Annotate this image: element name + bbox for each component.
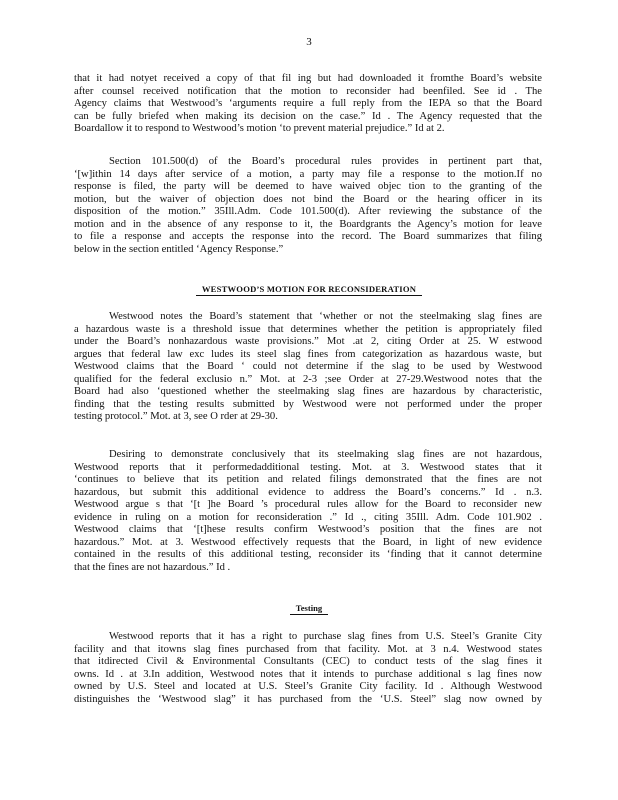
section-heading-testing — [0, 603, 618, 615]
section-heading-motion — [0, 284, 618, 296]
paragraph-line: can be fully briefed when making its decision on the case.” Id . The Agency requested that the — [74, 110, 542, 122]
paragraph-line: motion and in the absence of any response to it, the Boardgrants the Agency’s motion for leave — [74, 218, 542, 230]
paragraph-2 — [74, 156, 542, 256]
paragraph-line: qualified for the federal exclusio n.” Mot. at 2-3 ;see Order at 27-29.Westwood notes that the — [74, 373, 542, 385]
paragraph-line: Westwood reports that it has a right to purchase slag fines from U.S. Steel’s Granite City — [109, 631, 542, 642]
paragraph-line: Westwood claims that the Board ‘ could not determine if the slag to be used by Westwood — [74, 361, 542, 372]
paragraph-line: distinguishes the ‘Westwood slag” it has purchased from the ‘U.S. Steel” slag now owned by — [74, 693, 542, 705]
paragraph-line: a hazardous waste is a threshold issue that determines whether the petition is appropriately filed — [74, 323, 542, 335]
paragraph-line: argues that federal law exc ludes its steel slag fines from categorization as hazardous waste, but — [74, 348, 542, 360]
paragraph-line: testing protocol.” Mot. at 3, see O rder at 29-30. — [74, 411, 278, 422]
section-heading-text: Testing — [290, 603, 328, 615]
paragraph-line: response is filed, the party will be deemed to have waived objec tion to the granting of the — [74, 181, 542, 192]
paragraph-line: below in the section entitled ‘Agency Response.” — [74, 243, 284, 255]
section-heading-text: WESTWOOD’S MOTION FOR RECONSIDERATION — [196, 284, 422, 296]
paragraph-line: ‘continues to believe that its petition and related filings demonstrated that the fines are not — [74, 474, 542, 485]
paragraph-line: facility and that itowns slag fines purchased from that facility. Mot. at 3 n.4. Westwood states — [74, 643, 542, 655]
paragraph-line: motion, but the waiver of objection does not bind the Board or the hearing officer in its — [74, 193, 542, 205]
paragraph-line: Agency claims that Westwood’s ‘arguments require a full reply from the IEPA so that the Board — [74, 98, 542, 109]
paragraph-line: contained in the results of this additional testing, reconsider its ‘finding that it cannot determine — [74, 549, 542, 560]
paragraph-line: hazardous, but submit this additional evidence to address the Board’s concerns.” Id . n.3. — [74, 486, 542, 498]
paragraph-line: Board had also ‘questioned whether the steelmaking slag fines are hazardous by characteristic, — [74, 386, 542, 397]
paragraph-line: that it had notyet received a copy of that fil ing but had downloaded it fromthe Board’s website — [74, 73, 542, 84]
paragraph-line: owns. Id . at 3.In addition, Westwood notes that it intends to purchase additional s lag fines now — [74, 668, 542, 680]
page-number: 3 — [306, 36, 312, 48]
paragraph-line: ‘[w]ithin 14 days after service of a motion, a party may file a response to the motion.If no — [74, 168, 542, 180]
paragraph-line: to file a response and accepts the response into the record. The Board summarizes that filing — [74, 231, 542, 242]
paragraph-5 — [74, 631, 542, 706]
paragraph-line: disposition of the motion.” 35Ill.Adm. Code 101.500(d). After reviewing the substance of the — [74, 206, 542, 217]
paragraph-1 — [74, 73, 542, 136]
paragraph-line: that the fines are not hazardous.” Id . — [74, 561, 231, 573]
paragraph-line: Section 101.500(d) of the Board’s procedural rules provides in pertinent part that, — [109, 156, 542, 167]
paragraph-3 — [74, 311, 542, 424]
paragraph-line: Westwood reports that it performedadditional testing. Mot. at 3. Westwood states that it — [74, 461, 542, 473]
paragraph-line: Boardallow it to respond to Westwood’s motion ‘to prevent material prejudice.” Id at 2. — [74, 123, 445, 134]
paragraph-line: under the Board’s nonhazardous waste provisions.” Mot .at 2, citing Order at 25. W estwood — [74, 336, 542, 347]
paragraph-line: that itdirected Civil & Environmental Consultants (CEC) to conduct tests of the slag fines it — [74, 656, 542, 667]
paragraph-4 — [74, 449, 542, 574]
paragraph-line: hazardous.” Mot. at 3. Westwood effectively requests that the Board, in light of new evidence — [74, 536, 542, 548]
paragraph-line: owned by U.S. Steel and located at U.S. Steel’s Granite City facility. Id . Although Westwood — [74, 681, 542, 692]
paragraph-line: Westwood notes the Board’s statement that ‘whether or not the steelmaking slag fines are — [109, 311, 542, 322]
paragraph-line: evidence in ruling on a motion for reconsideration .” Id ., citing 35Ill. Adm. Code 101.902 . — [74, 511, 542, 523]
paragraph-line: finding that the testing results submitted by Westwood were not performed under the proper — [74, 398, 542, 410]
paragraph-line: after counsel received notification that the motion to reconsider had beenfiled. See id . The — [74, 85, 542, 97]
paragraph-line: Westwood claims that ‘[t]hese results confirm Westwood’s position that the fines are not — [74, 524, 542, 535]
paragraph-line: Desiring to demonstrate conclusively that its steelmaking slag fines are not hazardous, — [109, 449, 542, 460]
paragraph-line: Westwood argue s that ‘[t ]he Board ’s procedural rules allow for the Board to reconsider new — [74, 499, 542, 510]
